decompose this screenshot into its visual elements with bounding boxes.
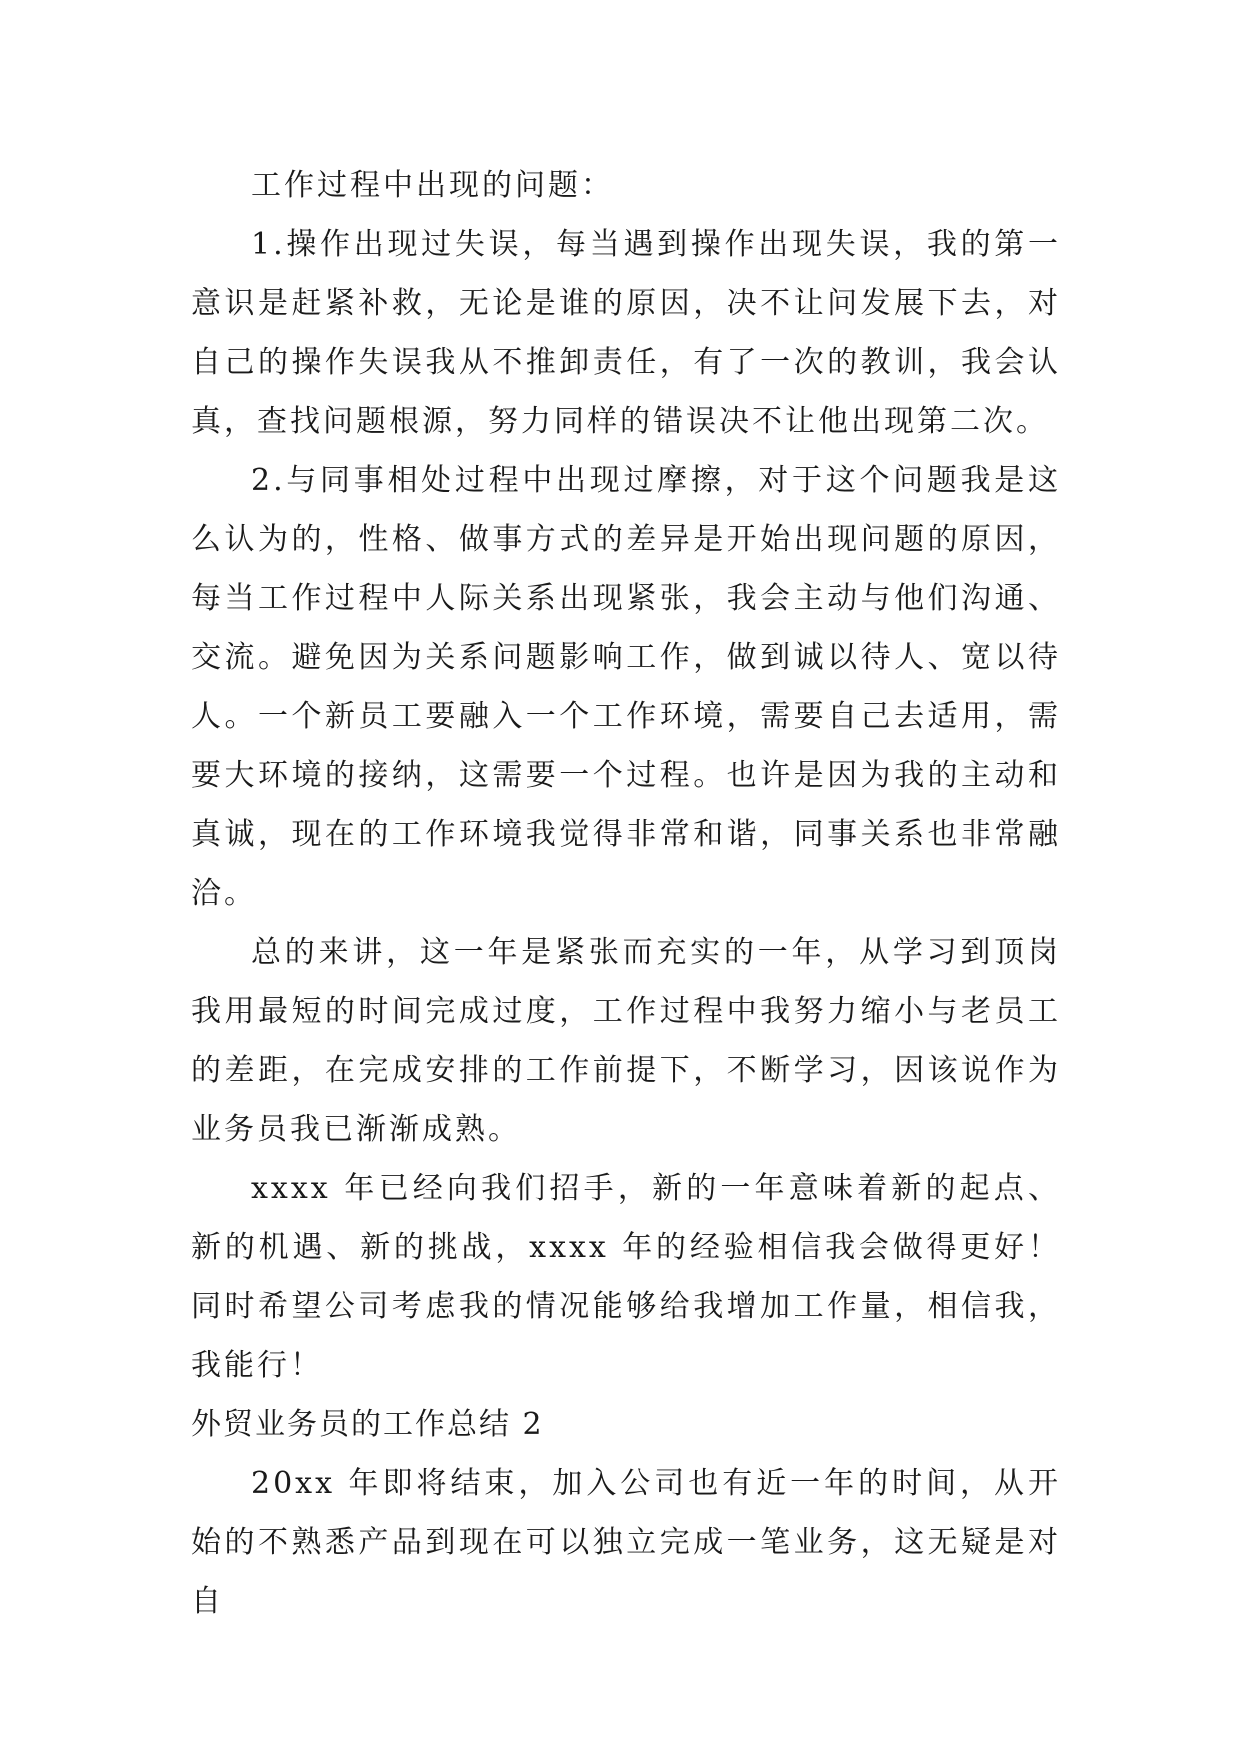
- paragraph-section-2-intro: 20xx 年即将结束，加入公司也有近一年的时间，从开始的不熟悉产品到现在可以独立完成一笔业务，这无疑是对自: [191, 1466, 1061, 1619]
- paragraph-outlook: xxxx 年已经向我们招手，新的一年意味着新的起点、新的机遇、新的挑战，xxxx 年的经验相信我会做得更好！同时希望公司考虑我的情况能够给我增加工作量，相信我，我能行！: [191, 1171, 1061, 1383]
- paragraph-problem-2: 2.与同事相处过程中出现过摩擦，对于这个问题我是这么认为的，性格、做事方式的差异是开始出现问题的原因，每当工作过程中人际关系出现紧张，我会主动与他们沟通、交流。避免因为关系问题影响工作，做到诚以待人、宽以待人。一个新员工要融入一个工作环境，需要自己去适用，需要大环境的接纳，这需要一个过程。也许是因为我的主动和真诚，现在的工作环境我觉得非常和谐，同事关系也非常融洽。: [191, 463, 1061, 911]
- paragraph-problems-intro: 工作过程中出现的问题：: [251, 168, 614, 203]
- paragraph-summary: 总的来讲，这一年是紧张而充实的一年，从学习到顶岗我用最短的时间完成过度，工作过程中我努力缩小与老员工的差距，在完成安排的工作前提下，不断学习，因该说作为业务员我已渐渐成熟。: [191, 935, 1061, 1147]
- document-body: [191, 156, 1061, 1631]
- paragraph-problem-1: 1.操作出现过失误，每当遇到操作出现失误，我的第一意识是赶紧补救，无论是谁的原因，决不让问发展下去，对自己的操作失误我从不推卸责任，有了一次的教训，我会认真，查找问题根源，努力同样的错误决不让他出现第二次。: [191, 227, 1061, 439]
- section-heading: 外贸业务员的工作总结 2: [191, 1407, 544, 1442]
